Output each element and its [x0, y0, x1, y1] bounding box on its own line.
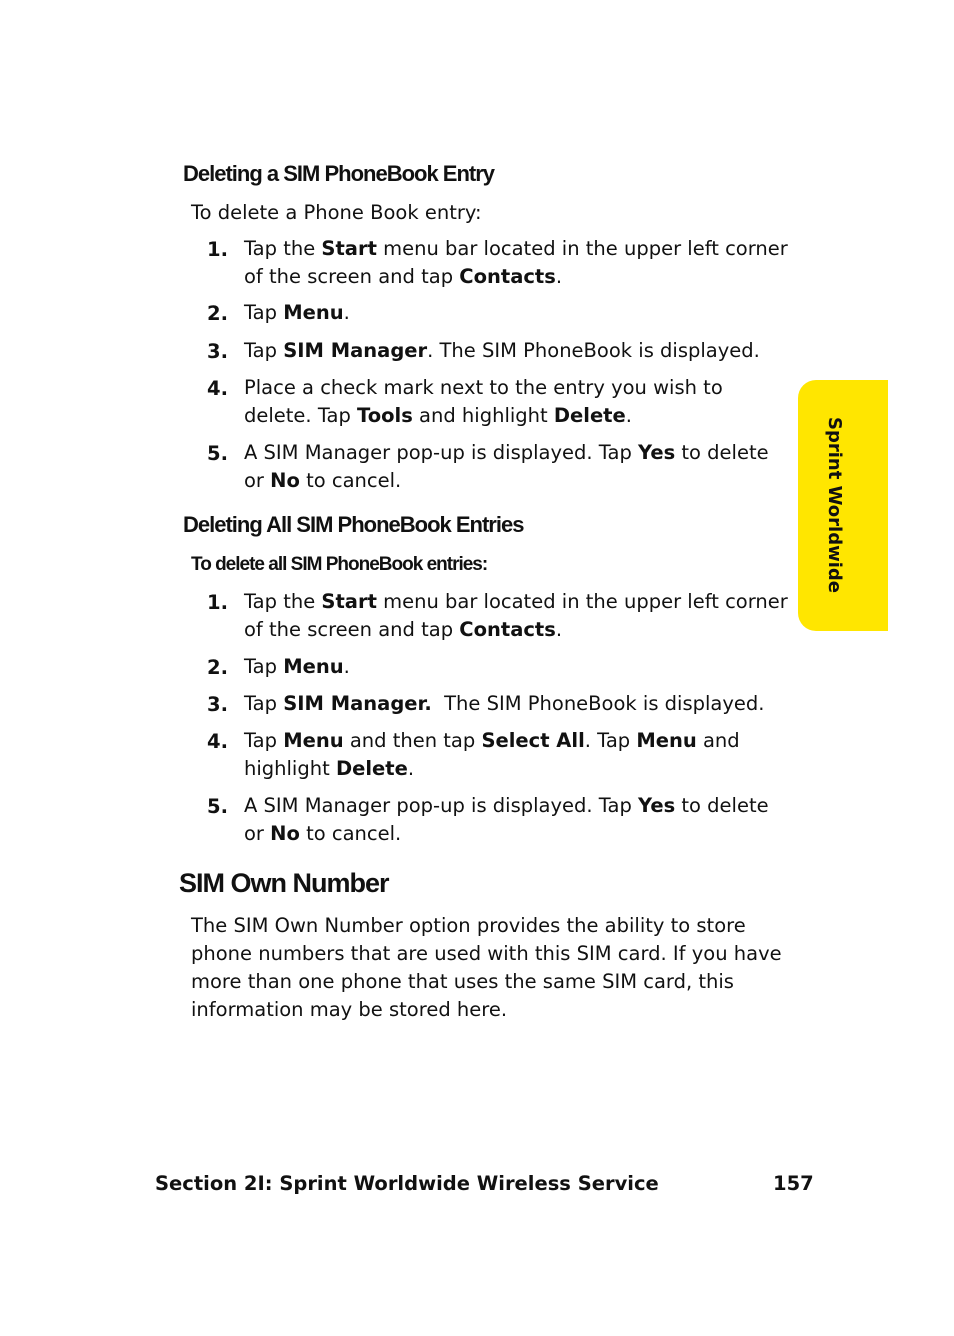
step-number: 5. [207, 795, 228, 818]
step-number: 4. [207, 730, 228, 753]
step-number: 2. [207, 656, 228, 679]
step-text: A SIM Manager pop-up is displayed. Tap Yes to delete or No to cancel. [244, 441, 769, 492]
body-sim-own-number: The SIM Own Number option provides the ability to store phone numbers that are used with this SIM card. If you have more than one phone that uses the same SIM card, this information may be stored here. [191, 914, 782, 1021]
step-text: Tap SIM Manager. The SIM PhoneBook is displayed. [244, 339, 760, 362]
step-text: Tap SIM Manager. The SIM PhoneBook is displayed. [244, 692, 765, 715]
step-number: 1. [207, 238, 228, 261]
section-tab-label: Sprint Worldwide [824, 417, 845, 593]
page-number: 157 [773, 1172, 814, 1195]
step-text: Tap Menu and then tap Select All. Tap Menu and highlight Delete. [244, 729, 740, 780]
heading-sim-own-number: SIM Own Number [179, 868, 389, 898]
heading-delete-all: Deleting All SIM PhoneBook Entries [183, 512, 524, 537]
step-text: Tap the Start menu bar located in the upper left corner of the screen and tap Contacts. [244, 590, 788, 641]
step-number: 5. [207, 442, 228, 465]
step-number: 2. [207, 302, 228, 325]
intro-delete-entry: To delete a Phone Book entry: [191, 201, 482, 224]
step-text: Tap the Start menu bar located in the upper left corner of the screen and tap Contacts. [244, 237, 788, 288]
step-text: Place a check mark next to the entry you wish to delete. Tap Tools and highlight Delete. [244, 376, 723, 427]
step-number: 3. [207, 340, 228, 363]
intro-delete-all: To delete all SIM PhoneBook entries: [191, 554, 488, 575]
heading-delete-entry: Deleting a SIM PhoneBook Entry [183, 161, 495, 186]
step-text: Tap Menu. [244, 301, 350, 324]
step-number: 3. [207, 693, 228, 716]
footer-section-title: Section 2I: Sprint Worldwide Wireless Service [155, 1172, 659, 1195]
step-number: 1. [207, 591, 228, 614]
step-number: 4. [207, 377, 228, 400]
step-text: Tap Menu. [244, 655, 350, 678]
step-text: A SIM Manager pop-up is displayed. Tap Yes to delete or No to cancel. [244, 794, 769, 845]
